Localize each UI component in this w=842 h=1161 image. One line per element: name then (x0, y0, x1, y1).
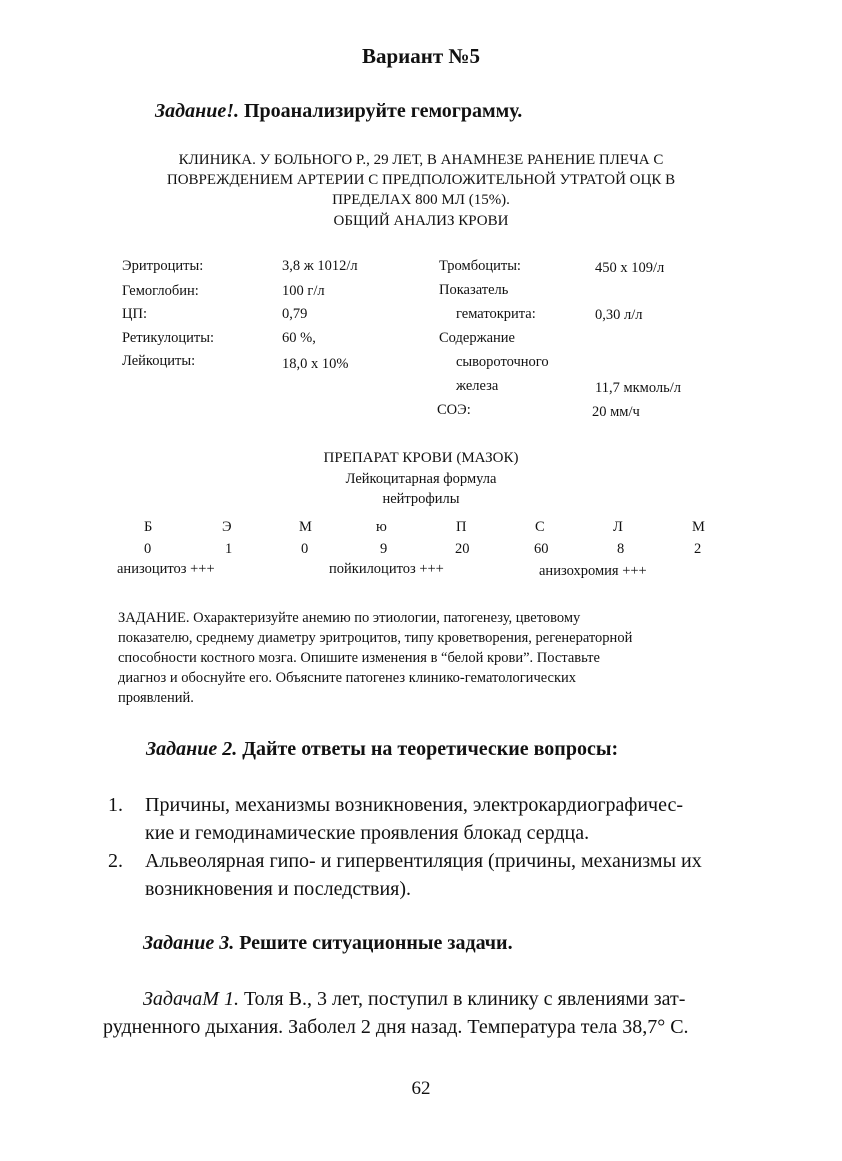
leukocytes-label: Лейкоциты: (122, 353, 196, 369)
formula-value-eosinophils: 1 (225, 541, 233, 557)
formula-header-band: П (456, 519, 467, 535)
task2-label: Задание 2. (146, 738, 238, 760)
formula-header-lymphocytes: Л (613, 519, 623, 535)
task1-text: Проанализируйте гемограмму. (243, 100, 523, 122)
rbc-label: Эритроциты: (122, 258, 204, 274)
task1-label: Задание!. (155, 100, 239, 122)
formula-value-lymphocytes: 8 (617, 541, 625, 557)
formula-header-segmented: С (535, 519, 545, 535)
formula-value-segmented: 60 (534, 541, 549, 557)
hemoglobin-value: 100 г/л (282, 283, 325, 299)
formula-value-myelocytes: 0 (301, 541, 309, 557)
question-2-line-1: Альвеолярная гипо- и гипервентиляция (причины, механизмы их (145, 850, 702, 872)
reticulocytes-label: Ретикулоциты: (122, 330, 214, 346)
serum-iron-label-3: железа (456, 378, 499, 394)
assignment-line-5: проявлений. (118, 690, 194, 706)
assignment-paragraph (118, 608, 758, 708)
leukocytes-value: 18,0 х 10% (282, 356, 349, 372)
hematocrit-label-2: гематокрита: (456, 306, 536, 322)
hemoglobin-label: Гемоглобин: (122, 283, 199, 299)
formula-header-monocytes: М (692, 519, 705, 535)
problem-1-label: ЗадачаМ 1. (143, 988, 239, 1010)
assignment-line-4: диагноз и обоснуйте его. Объясните патогенез клинико-гематологических (118, 670, 577, 686)
variant-title: Вариант №5 (361, 44, 481, 68)
clinic-line-2: ПОВРЕЖДЕНИЕМ АРТЕРИИ С ПРЕДПОЛОЖИТЕЛЬНОЙ УТРАТОЙ ОЦК В (166, 172, 676, 188)
formula-value-basophils: 0 (144, 541, 152, 557)
task2-text: Дайте ответы на теоретические вопросы: (242, 738, 619, 760)
blood-test-heading: ОБЩИЙ АНАЛИЗ КРОВИ (333, 213, 509, 229)
task3-text: Решите ситуационные задачи. (239, 932, 513, 954)
formula-value-monocytes: 2 (694, 541, 702, 557)
neutrophils-heading: нейтрофилы (382, 491, 460, 507)
leukocyte-formula-heading: Лейкоцитарная формула (345, 471, 497, 487)
clinic-line-3: ПРЕДЕЛАХ 800 МЛ (15%). (332, 192, 510, 208)
question-2-line-2: возникновения и последствия). (145, 878, 412, 900)
problem-1-text-1: Толя В., 3 лет, поступил в клинику с явлениями зат- (243, 988, 686, 1010)
question-1-line-1: Причины, механизмы возникновения, электрокардиографичес- (145, 794, 684, 816)
task2-heading (146, 738, 618, 761)
question-1-line-2: кие и гемодинамические проявления блокад сердца. (145, 822, 590, 844)
platelets-value: 450 х 109/л (595, 260, 665, 276)
anisocytosis-note: анизоцитоз +++ (117, 561, 215, 577)
color-index-value: 0,79 (282, 306, 308, 322)
hematocrit-label-1: Показатель (439, 282, 509, 298)
hematocrit-value: 0,30 л/л (595, 307, 643, 323)
formula-value-band: 20 (455, 541, 470, 557)
formula-header-eosinophils: Э (222, 519, 232, 535)
question-1-number: 1. (108, 794, 123, 816)
problem-1-line-2: рудненного дыхания. Заболел 2 дня назад. Температура тела 38,7° С. (103, 1016, 689, 1038)
formula-header-basophils: Б (144, 519, 153, 535)
esr-value: 20 мм/ч (592, 404, 640, 420)
formula-header-juvenile: ю (376, 519, 387, 535)
assignment-line-1: ЗАДАНИЕ. Охарактеризуйте анемию по этиологии, патогенезу, цветовому (118, 610, 581, 626)
problem-1-line-1 (143, 988, 685, 1011)
formula-value-juvenile: 9 (380, 541, 388, 557)
poikilocytosis-note: пойкилоцитоз +++ (329, 561, 444, 577)
reticulocytes-value: 60 %, (282, 330, 316, 346)
question-2-number: 2. (108, 850, 123, 872)
serum-iron-label-2: сывороточного (456, 354, 549, 370)
task3-heading (143, 932, 513, 955)
smear-heading: ПРЕПАРАТ КРОВИ (МАЗОК) (323, 450, 519, 466)
anisochromia-note: анизохромия +++ (539, 563, 647, 579)
assignment-line-2: показателю, среднему диаметру эритроцитов, типу кроветворения, регенераторной (118, 630, 633, 646)
rbc-value: 3,8 ж 1012/л (282, 258, 358, 274)
color-index-label: ЦП: (122, 306, 147, 322)
esr-label: СОЭ: (437, 402, 471, 418)
platelets-label: Тромбоциты: (439, 258, 521, 274)
formula-header-myelocytes: М (299, 519, 312, 535)
serum-iron-value: 11,7 мкмоль/л (595, 380, 682, 396)
clinic-line-1: КЛИНИКА. У БОЛЬНОГО Р., 29 ЛЕТ, В АНАМНЕЗЕ РАНЕНИЕ ПЛЕЧА С (178, 152, 664, 168)
task1-heading (155, 100, 522, 123)
task3-label: Задание 3. (143, 932, 235, 954)
serum-iron-label-1: Содержание (439, 330, 515, 346)
assignment-line-3: способности костного мозга. Опишите изменения в “белой крови”. Поставьте (118, 650, 600, 666)
page-number: 62 (411, 1078, 431, 1099)
